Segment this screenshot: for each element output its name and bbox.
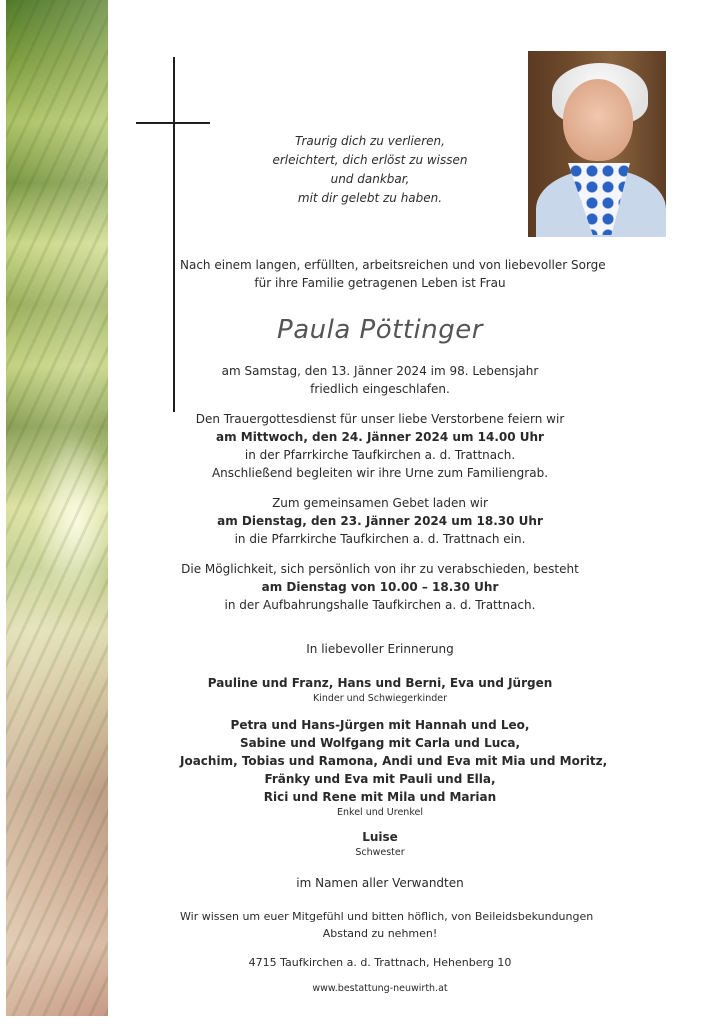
- poem-line: und dankbar,: [330, 172, 410, 186]
- cross-icon-vertical: [173, 57, 175, 412]
- poem-line: Traurig dich zu verlieren,: [295, 134, 445, 148]
- photo-face: [563, 79, 633, 161]
- relatives-line: im Namen aller Verwandten: [296, 876, 464, 890]
- prayer-block: Zum gemeinsamen Gebet laden wir am Dienstag, den 23. Jänner 2024 um 18.30 Uhr in die Pfarrkirche Taufkirchen a. d. Trattnach ein.: [217, 496, 543, 546]
- cross-icon-horizontal: [136, 122, 210, 124]
- intro-text: Nach einem langen, erfüllten, arbeitsreichen und von liebevoller Sorge für ihre Familie getragenen Leben ist Frau: [180, 258, 606, 290]
- remembrance-heading: In liebevoller Erinnerung: [306, 642, 454, 656]
- farewell-block: Die Möglichkeit, sich persönlich von ihr zu verabschieden, besteht am Dienstag von 10.00 – 18.30 Uhr in der Aufbahrungshalle Taufkirchen a. d. Trattnach.: [181, 562, 579, 612]
- forest-path-image-strip: [6, 0, 108, 1016]
- grandchildren-block: Petra und Hans-Jürgen mit Hannah und Leo, Sabine und Wolfgang mit Carla und Luca, Joachim, Tobias und Ramona, Andi und Eva mit Mia und Moritz, Fränky und Eva mit Pauli und Ella, Rici und Rene mit Mila und Marian Enkel und Urenkel: [180, 718, 608, 818]
- address: 4715 Taufkirchen a. d. Trattnach, Hehenberg 10: [248, 956, 512, 969]
- website-link[interactable]: www.bestattung-neuwirth.at: [312, 983, 448, 994]
- memorial-poem: [245, 132, 495, 208]
- poem-line: mit dir gelebt zu haben.: [297, 191, 443, 205]
- children-block: Pauline und Franz, Hans und Berni, Eva und Jürgen Kinder und Schwiegerkinder: [207, 676, 553, 704]
- funeral-service-block: Den Trauergottesdienst für unser liebe Verstorbene feiern wir am Mittwoch, den 24. Jänner 2024 um 14.00 Uhr in der Pfarrkirche Taufkirchen a. d. Trattnach. Anschließend begleiten wir ihre Urne zum Familiengrab.: [195, 412, 565, 480]
- thanks-note: Wir wissen um euer Mitgefühl und bitten höflich, von Beileidsbekundungen Abstand zu nehmen!: [180, 910, 594, 940]
- deceased-name: Paula Pöttinger: [277, 315, 483, 345]
- poem-line: erleichtert, dich erlöst zu wissen: [272, 153, 468, 167]
- portrait-photo: [528, 51, 666, 237]
- death-notice: am Samstag, den 13. Jänner 2024 im 98. Lebensjahr friedlich eingeschlafen.: [221, 364, 539, 396]
- obituary-text: [180, 256, 608, 998]
- sister-block: Luise Schwester: [355, 830, 405, 858]
